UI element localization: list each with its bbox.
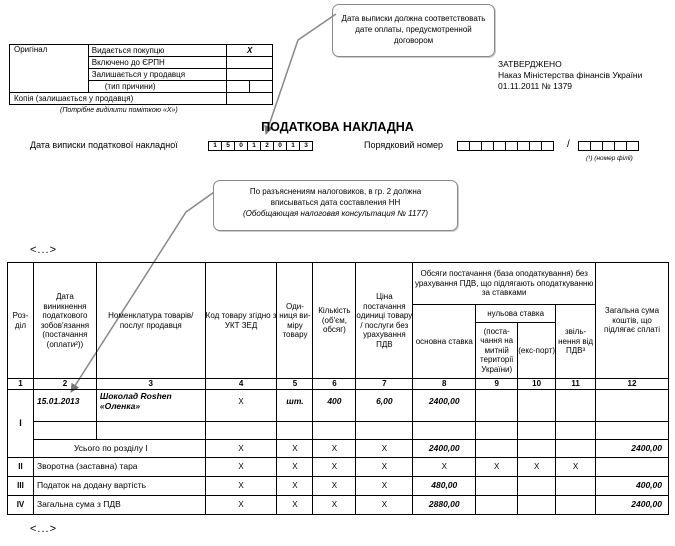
item-exempt	[556, 390, 596, 422]
section-3-basic: 480,00	[413, 477, 476, 496]
empty-row	[8, 422, 669, 440]
section-2-label: Зворотна (заставна) тара	[33, 458, 205, 477]
status-mark-cell[interactable]: X	[227, 45, 273, 57]
serial-number-boxes[interactable]	[457, 141, 553, 151]
item-basic-amount: 2400,00	[413, 390, 476, 422]
status-row-label: Залишається у продавця	[88, 69, 226, 81]
column-number-row	[8, 379, 669, 390]
header-volumes: Обсяги постачання (база оподаткування) без урахування ПДВ, що підлягають оподаткуванню за ставками	[413, 263, 596, 305]
approved-order: Наказ Міністерства фінансів України	[498, 70, 643, 80]
x-mark: X	[356, 458, 413, 477]
col-number: 4	[205, 379, 277, 390]
x-mark: X	[413, 458, 476, 477]
header-basic-rate: основна ставка	[413, 305, 476, 379]
x-mark: X	[476, 458, 518, 477]
x-mark: X	[356, 496, 413, 515]
col-number: 12	[596, 379, 669, 390]
section-marker-bottom: <...>	[30, 523, 58, 535]
header-zero-domestic: (поста-чання на митній території України)	[476, 323, 518, 379]
callout-mid	[213, 180, 458, 231]
section-4-total: 2400,00	[596, 496, 669, 515]
section-1-total-label: Усього по розділу I	[33, 440, 205, 458]
section-1-total-row	[8, 440, 669, 458]
date-label: Дата виписки податкової накладної	[30, 140, 178, 150]
section-3-number: III	[8, 477, 34, 496]
section-4-basic: 2880,00	[413, 496, 476, 515]
approved-date: 01.11.2011 № 1379	[498, 81, 573, 91]
arrow-top	[266, 14, 336, 134]
item-zero-export	[518, 390, 556, 422]
col-number: 2	[33, 379, 96, 390]
col-number: 11	[556, 379, 596, 390]
date-digit: 5	[221, 141, 235, 151]
section-1-grand-total: 2400,00	[596, 440, 669, 458]
col-number: 8	[413, 379, 476, 390]
status-mark-cell[interactable]	[227, 57, 273, 69]
date-digit: 2	[260, 141, 274, 151]
item-qty: 400	[313, 390, 356, 422]
x-mark: X	[313, 496, 356, 515]
status-mark-cell[interactable]	[227, 81, 273, 93]
date-digit: 0	[273, 141, 287, 151]
x-mark: X	[205, 496, 277, 515]
date-digit: 1	[286, 141, 300, 151]
x-mark: X	[277, 440, 313, 458]
status-table	[9, 44, 273, 105]
copy-label: Копія (залишається у продавця)	[10, 93, 227, 105]
slash: /	[567, 139, 570, 150]
item-date: 15.01.2013	[33, 390, 96, 422]
x-mark: X	[356, 477, 413, 496]
callout-mid-line2: вписываться дата составления НН	[270, 198, 401, 207]
col-number: 7	[356, 379, 413, 390]
status-row-label: Включено до ЄРПН	[88, 57, 226, 69]
x-mark: X	[205, 440, 277, 458]
col-number: 5	[277, 379, 313, 390]
section-3-row	[8, 477, 669, 496]
item-unit: шт.	[277, 390, 313, 422]
callout-mid-line1: По разъяснениям налоговиков, в гр. 2 должна	[249, 187, 422, 196]
header-zero-export: (екс-порт)	[518, 323, 556, 379]
section-2-row	[8, 458, 669, 477]
header-section: Роз-діл	[8, 263, 34, 379]
document-title: ПОДАТКОВА НАКЛАДНА	[261, 120, 414, 134]
date-digit: 1	[208, 141, 222, 151]
serial-label: Порядковий номер	[364, 140, 444, 150]
date-digit-boxes[interactable]	[208, 141, 312, 151]
x-mark: X	[313, 477, 356, 496]
branch-number-boxes[interactable]	[578, 141, 638, 151]
callout-mid-line3: (Обобщающая налоговая консультация № 1177)	[243, 209, 428, 218]
branch-note: (¹) (номер філії)	[586, 155, 633, 162]
section-marker-top: <...>	[30, 244, 58, 256]
header-unit: Оди-ниця ви-міру товару	[277, 263, 313, 379]
col-number: 10	[518, 379, 556, 390]
date-digit: 0	[234, 141, 248, 151]
header-exempt: звіль-нення від ПДВ³	[556, 305, 596, 379]
section-3-total: 400,00	[596, 477, 669, 496]
header-total: Загальна сума коштів, що підлягає сплаті	[596, 263, 669, 379]
date-digit: 1	[247, 141, 261, 151]
x-mark: X	[518, 458, 556, 477]
x-mark: X	[205, 458, 277, 477]
x-mark: X	[205, 477, 277, 496]
approved-title: ЗАТВЕРДЖЕНО	[498, 59, 562, 69]
copy-mark-cell[interactable]	[227, 93, 273, 105]
status-note: (Потрібне виділити поміткою «Х»)	[60, 107, 178, 114]
section-2-number: II	[8, 458, 34, 477]
header-name: Номенклатура товарів/ послуг продавця	[96, 263, 205, 379]
status-row-label: (тип причини)	[88, 81, 226, 93]
status-row-label: Видається покупцю	[88, 45, 226, 57]
x-mark: X	[277, 496, 313, 515]
col-number: 9	[476, 379, 518, 390]
x-mark: X	[556, 458, 596, 477]
header-date: Дата виникнення податкового зобов'язання (постачання (оплати²))	[33, 263, 96, 379]
col-number: 6	[313, 379, 356, 390]
header-code: Код товару згідно з УКТ ЗЕД	[205, 263, 277, 379]
callout-top-text: Дата выписки должна соответствовать дате оплаты, предусмотренной договором	[341, 14, 486, 45]
x-mark: X	[277, 477, 313, 496]
header-zero-rate: нульова ставка	[476, 305, 556, 323]
item-zero-domestic	[476, 390, 518, 422]
x-mark: X	[356, 440, 413, 458]
section-3-label: Податок на додану вартість	[33, 477, 205, 496]
item-code: X	[205, 390, 277, 422]
item-total	[596, 390, 669, 422]
x-mark: X	[313, 458, 356, 477]
original-label: Оригінал	[10, 45, 89, 93]
x-mark: X	[313, 440, 356, 458]
section-4-row	[8, 496, 669, 515]
section-1-basic-total: 2400,00	[413, 440, 476, 458]
item-price: 6,00	[356, 390, 413, 422]
header-price: Ціна постачання одиниці товару / послуги без урахування ПДВ	[356, 263, 413, 379]
item-row	[8, 390, 669, 422]
section-1-number: I	[8, 390, 34, 458]
col-number: 1	[8, 379, 34, 390]
approved-block	[498, 59, 642, 92]
date-digit: 3	[299, 141, 313, 151]
invoice-table	[7, 262, 669, 515]
section-4-label: Загальна сума з ПДВ	[33, 496, 205, 515]
item-name: Шоколад Roshen «Оленка»	[96, 390, 205, 422]
status-mark-cell[interactable]	[227, 69, 273, 81]
header-qty: Кількість (об'єм, обсяг)	[313, 263, 356, 379]
x-mark: X	[277, 458, 313, 477]
col-number: 3	[96, 379, 205, 390]
section-4-number: IV	[8, 496, 34, 515]
